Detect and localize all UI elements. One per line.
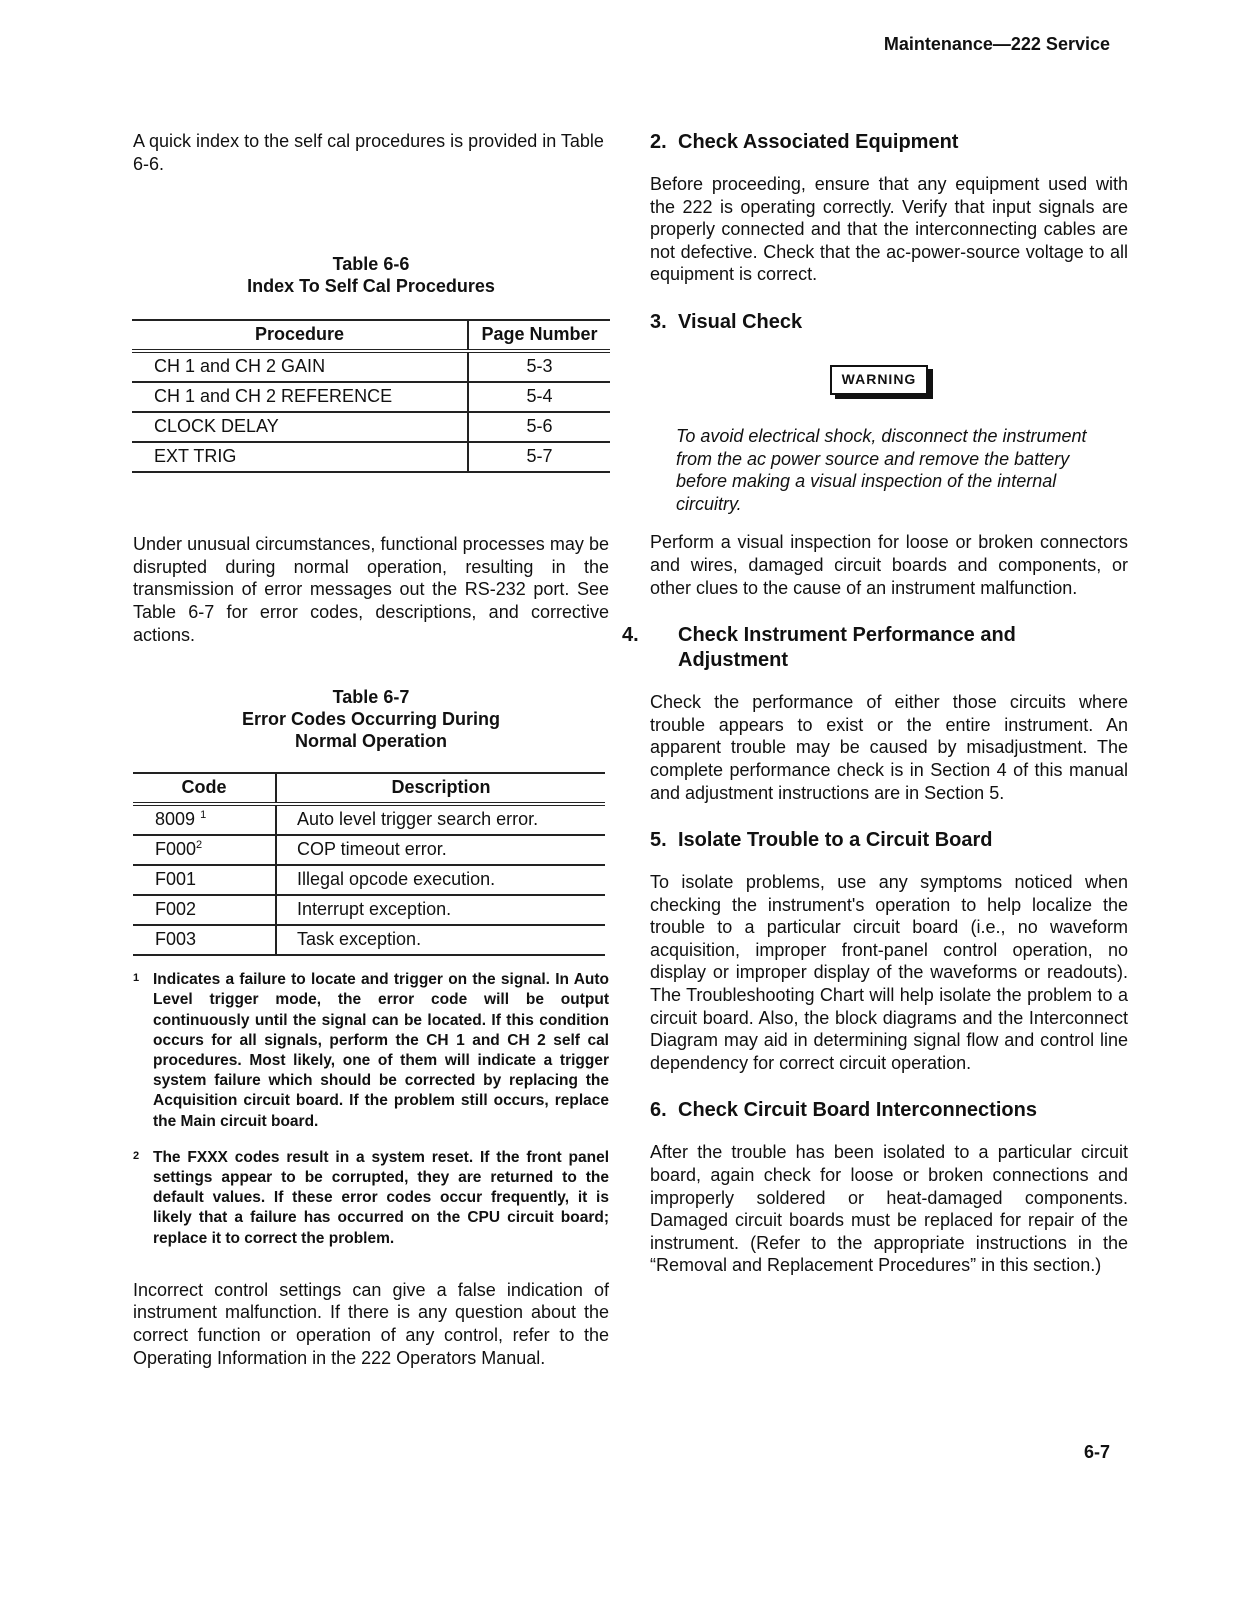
table-row: [133, 895, 605, 925]
intro-paragraph: A quick index to the self cal procedures is provided in Table 6-6.: [133, 131, 604, 174]
warning-label-wrap: [650, 365, 1128, 395]
section-title: Visual Check: [678, 310, 803, 333]
section-2-heading: [650, 130, 1128, 155]
footnote-mark: 2: [133, 1149, 140, 1162]
section-5-heading: [650, 828, 1128, 853]
closing-paragraph: Incorrect control settings can give a false indication of instrument malfunction. If there is any question about the correct function or operation of any control, refer to the Operating Information in the 222 Operators Manual.: [133, 1279, 609, 1368]
table-caption-title: Error Codes Occurring During: [241, 709, 501, 730]
error-codes-table: [133, 772, 605, 956]
section-number: 4.: [622, 624, 639, 647]
table-cell: F002: [133, 895, 276, 925]
column-header: Procedure: [132, 320, 468, 351]
table-cell: EXT TRIG: [132, 442, 468, 472]
error-code: F000: [155, 839, 197, 860]
warning-label: WARNING: [830, 365, 929, 395]
table-cell: Auto level trigger search error.: [276, 804, 605, 835]
column-header: Description: [276, 773, 605, 804]
self-cal-index-table: [132, 319, 610, 473]
section-number: 5.: [650, 829, 667, 852]
warning-text: To avoid electrical shock, disconnect the instrument from the ac power source and remove the battery before making a visual inspection of the internal circuitry.: [676, 425, 1087, 514]
table-cell: 5-4: [468, 382, 610, 412]
table-cell: CH 1 and CH 2 REFERENCE: [132, 382, 468, 412]
section-number: 6.: [650, 1099, 667, 1122]
footnote-text: The FXXX codes result in a system reset. If the front panel settings appear to be corrupted, they are returned to the default values. If these error codes occur frequently, it is likely that a failure has occurred on the CPU circuit board; replace it to correct the problem.: [153, 1148, 609, 1247]
section-6-text: After the trouble has been isolated to a particular circuit board, again check for loose or broken connections and improperly soldered or heat-damaged components. Damaged circuit boards must be replaced for repair of the instrument. (Refer to the appropriate instructions in the “Removal and Replacement Procedures” in this section.): [650, 1142, 1128, 1276]
section-3-text: Perform a visual inspection for loose or broken connectors and wires, damaged circuit boards and components, or other clues to the cause of an instrument malfunction.: [650, 532, 1128, 598]
error-paragraph: Under unusual circumstances, functional processes may be disrupted during normal operation, resulting in the transmission of error messages out the RS-232 port. See Table 6-7 for error codes, descriptions, and corrective actions.: [133, 534, 609, 645]
table-row: [133, 835, 605, 865]
section-title: Isolate Trouble to a Circuit Board: [678, 829, 993, 852]
table-cell: Interrupt exception.: [276, 895, 605, 925]
section-number: 2.: [650, 131, 667, 153]
section-title: Check Circuit Board Interconnections: [678, 1099, 1037, 1122]
table-cell: F003: [133, 925, 276, 955]
table-cell: 5-6: [468, 412, 610, 442]
table-row: [132, 351, 610, 382]
section-4-heading: [622, 623, 1128, 673]
table-cell: COP timeout error.: [276, 835, 605, 865]
footnote-text: Indicates a failure to locate and trigger on the signal. In Auto Level trigger mode, the error code will be output continuously until the signal can be located. If this condition occurs for all signals, perform the CH 1 and CH 2 self cal procedures. Most likely, one of them will indicate a trigger system failure which should be corrected by replacing the Acquisition circuit board. If the problem still occurs, replace the Main circuit board.: [153, 971, 609, 1130]
table-cell: CH 1 and CH 2 GAIN: [132, 351, 468, 382]
section-title: Check Instrument Performance and: [678, 624, 1016, 647]
table-row: [132, 382, 610, 412]
footnote-2: [133, 1148, 609, 1249]
table-caption-number: Table 6-7: [332, 687, 410, 708]
table-row: [133, 865, 605, 895]
table-cell: 5-3: [468, 351, 610, 382]
left-column: [133, 130, 609, 1369]
table-row: [132, 442, 610, 472]
table-row: [132, 412, 610, 442]
table-row: [133, 804, 605, 835]
section-6-heading: [650, 1098, 1128, 1123]
table-cell: Task exception.: [276, 925, 605, 955]
table-cell: [133, 804, 276, 835]
page-number: 6-7: [1083, 1442, 1110, 1462]
error-code: 8009: [155, 809, 196, 830]
table-caption-title: Index To Self Cal Procedures: [247, 276, 495, 297]
table-row: [133, 925, 605, 955]
section-5-text: To isolate problems, use any symptoms noticed when checking the instrument's operation to help localize the trouble to a particular circuit board (i.e., no waveform acquisition, improper front-panel control operation, no display or improper display of the waveforms or readouts). The Troubleshooting Chart will help isolate the problem to a circuit board. Also, the block diagrams and the Interconnect Diagram may aid in determining signal flow and control line dependency for correct circuit operation.: [650, 872, 1128, 1073]
footnote-ref: 1: [200, 809, 207, 822]
section-2-text: Before proceeding, ensure that any equipment used with the 222 is operating correctly. Verify that input signals are properly connected and that the interconnecting cables are not defective. Check that the ac-power-source voltage to all equipment is correct.: [650, 174, 1128, 285]
section-title: Adjustment: [678, 649, 788, 672]
table-cell: 5-7: [468, 442, 610, 472]
table-cell: F001: [133, 865, 276, 895]
right-column: [622, 130, 1128, 1277]
table-cell: Illegal opcode execution.: [276, 865, 605, 895]
table-caption-number: Table 6-6: [332, 254, 410, 275]
footnote-1: [133, 970, 609, 1132]
section-3-heading: [650, 310, 1128, 335]
running-header: Maintenance—222 Service: [883, 34, 1110, 54]
footnote-ref: 2: [196, 839, 203, 852]
table-cell: [133, 835, 276, 865]
section-title: Check Associated Equipment: [678, 131, 959, 153]
table-6-6-caption: [133, 253, 609, 297]
table-6-7-caption: [133, 686, 609, 752]
section-4-text: Check the performance of either those circuits where trouble appears to exist or the entire instrument. An apparent trouble may be caused by misadjustment. The complete performance check is in Section 4 of this manual and adjustment instructions are in Section 5.: [650, 692, 1128, 803]
table-caption-title: Normal Operation: [294, 731, 448, 752]
column-header: Page Number: [468, 320, 610, 351]
footnote-mark: 1: [133, 972, 140, 985]
table-cell: CLOCK DELAY: [132, 412, 468, 442]
section-number: 3.: [650, 310, 667, 333]
column-header: Code: [133, 773, 276, 804]
